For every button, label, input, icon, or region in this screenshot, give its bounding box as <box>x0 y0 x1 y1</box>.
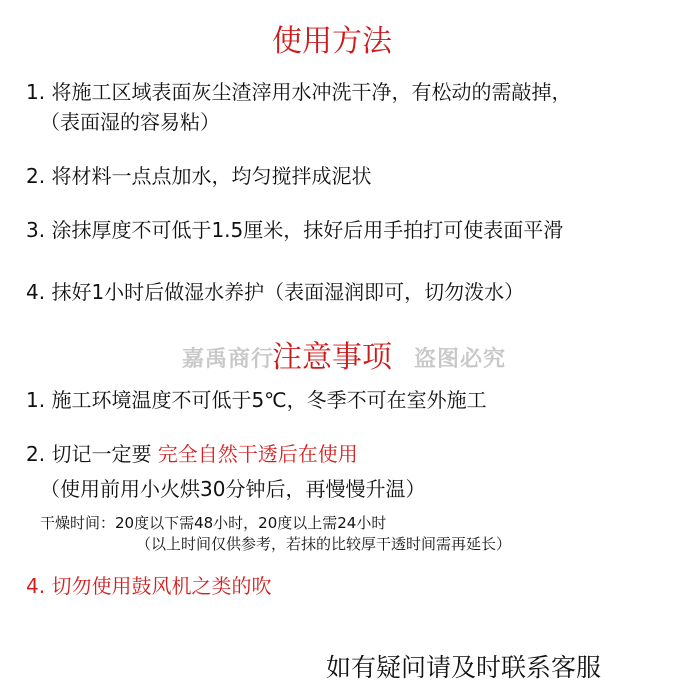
usage-item-3: 3. 涂抹厚度不可低于1.5厘米，抹好后用手拍打可使表面平滑 <box>26 218 564 242</box>
drying-time-line-2: （以上时间仅供参考，若抹的比较厚干透时间需再延长） <box>136 535 512 553</box>
notes-item-2-prefix: 2. 切记一定要 <box>26 442 158 466</box>
notes-item-4: 4. 切勿使用鼓风机之类的吹 <box>26 574 272 598</box>
watermark-right: 盗图必究 <box>414 347 507 372</box>
usage-title: 使用方法 <box>272 24 392 59</box>
notes-item-1: 1. 施工环境温度不可低于5℃，冬季不可在室外施工 <box>26 388 487 412</box>
notes-item-2-highlight: 完全自然干透后在使用 <box>157 442 358 466</box>
usage-item-1-line-2: （表面湿的容易粘） <box>40 110 220 134</box>
usage-item-4: 4. 抹好1小时后做湿水养护（表面湿润即可，切勿泼水） <box>26 280 525 304</box>
drying-time-line-1: 干燥时间：20度以下需48小时，20度以上需24小时 <box>40 514 387 532</box>
notes-item-2-sub: （使用前用小火烘30分钟后，再慢慢升温） <box>40 477 426 501</box>
footer-contact: 如有疑问请及时联系客服 <box>326 653 602 682</box>
notes-title: 注意事项 <box>272 340 392 375</box>
usage-item-2: 2. 将材料一点点加水，均匀搅拌成泥状 <box>26 164 372 188</box>
usage-item-1-line-1: 1. 将施工区域表面灰尘渣滓用水冲洗干净，有松动的需敲掉， <box>26 80 572 104</box>
watermark-left: 嘉禹商行 <box>182 347 275 372</box>
notes-item-2 <box>26 438 358 467</box>
